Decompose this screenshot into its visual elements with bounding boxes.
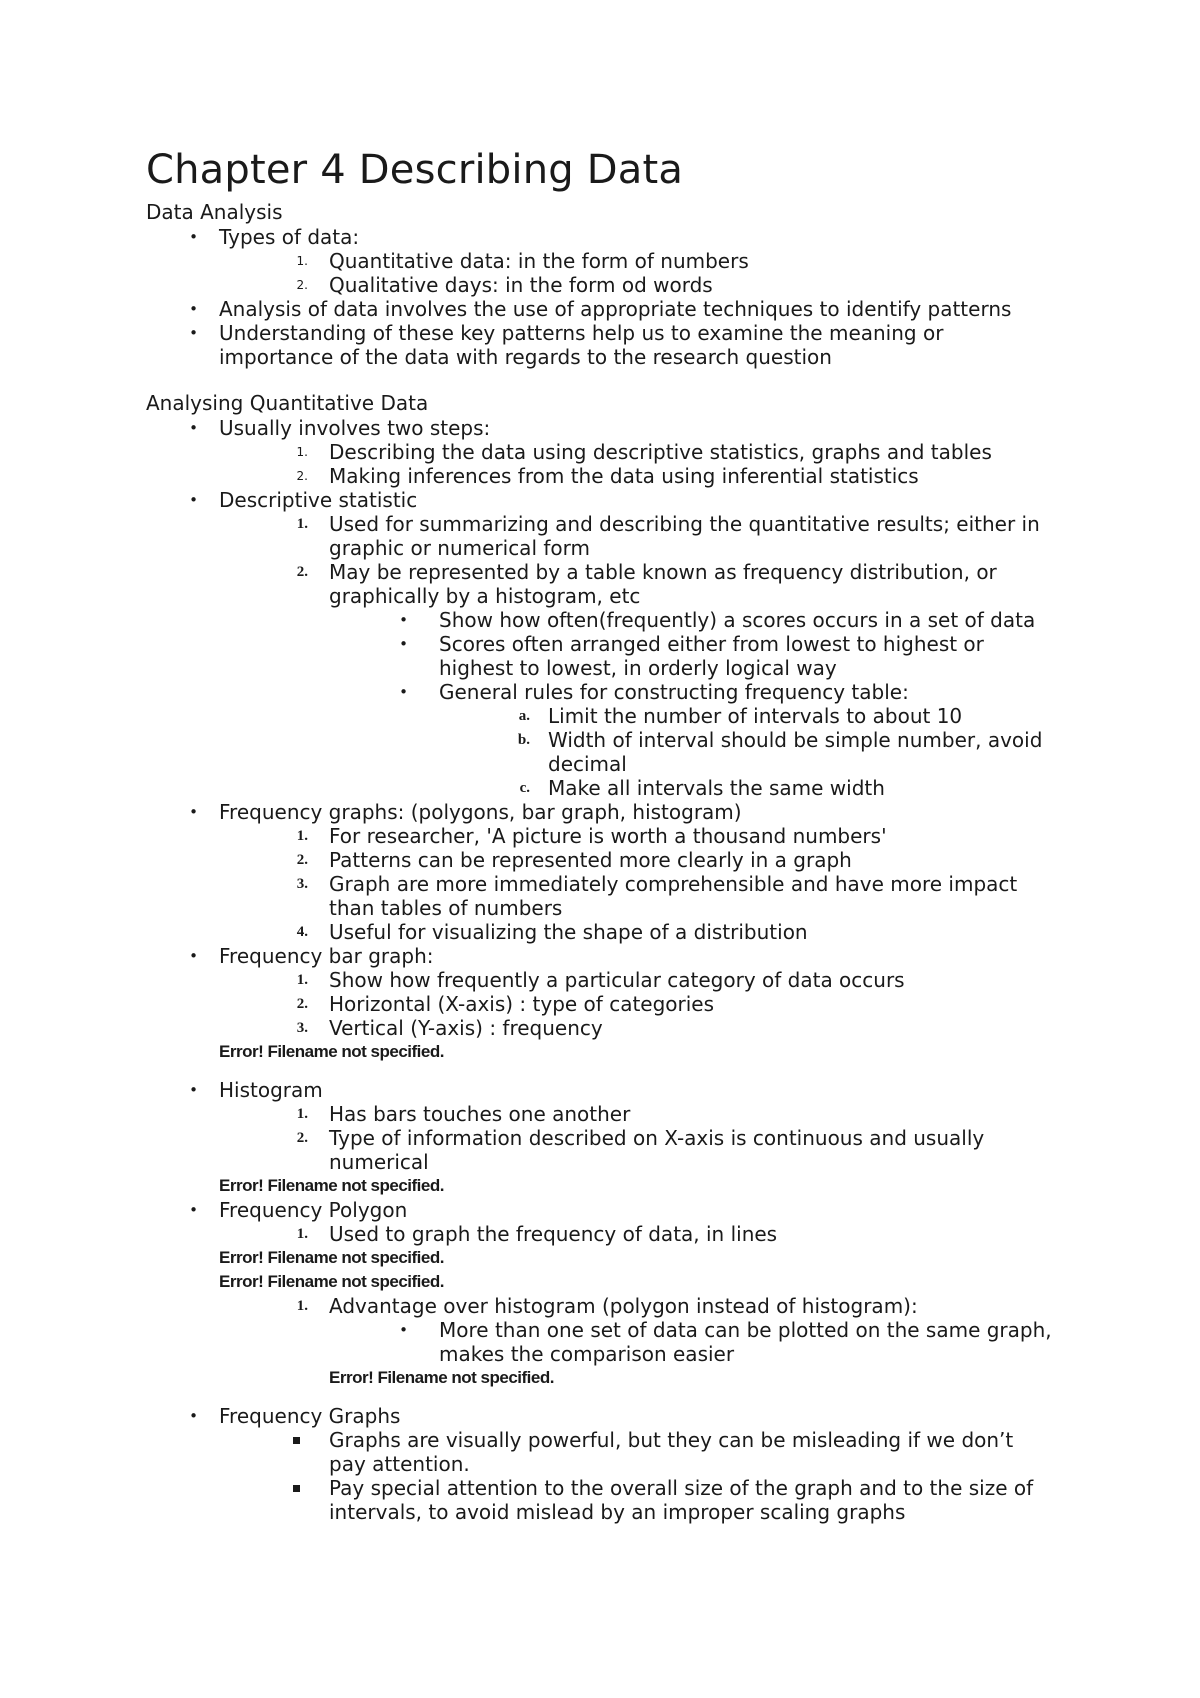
bullet-icon: • [399, 635, 408, 653]
list-item: • More than one set of data can be plotted on the same graph, [146, 1318, 1106, 1342]
list-item: • General rules for constructing frequency table: [146, 680, 1106, 704]
list-item: • Frequency Graphs [146, 1404, 1106, 1428]
bullet-icon: • [189, 491, 198, 509]
list-item: 1. Has bars touches one another [296, 1102, 631, 1126]
document-page [146, 140, 1106, 1524]
list-item: 2. Patterns can be represented more clearly in a graph [296, 848, 852, 872]
list-item: 1. For researcher, 'A picture is worth a thousand numbers' [296, 824, 887, 848]
bullet-icon: • [189, 228, 198, 246]
list-item-continuation: highest to lowest, in orderly logical way [439, 656, 837, 680]
bullet-icon: • [189, 1407, 198, 1425]
list-item: • Histogram [146, 1078, 1106, 1102]
list-item-continuation: pay attention. [329, 1452, 470, 1476]
list-item: • Usually involves two steps: [146, 416, 1106, 440]
page-title: Chapter 4 Describing Data [146, 147, 684, 193]
bullet-icon: • [399, 1321, 408, 1339]
list-item: 2. May be represented by a table known as frequency distribution, or [296, 560, 997, 584]
list-item: • Descriptive statistic [146, 488, 1106, 512]
list-item-continuation: than tables of numbers [329, 896, 563, 920]
list-item: • Frequency graphs: (polygons, bar graph, histogram) [146, 800, 1106, 824]
square-bullet-icon [293, 1485, 300, 1492]
list-item: 1. Describing the data using descriptive statistics, graphs and tables [296, 440, 992, 464]
list-item: Pay special attention to the overall size of the graph and to the size of [146, 1476, 1106, 1500]
bullet-icon: • [399, 611, 408, 629]
bullet-icon: • [189, 324, 198, 342]
list-item: a. Limit the number of intervals to about 10 [518, 704, 963, 728]
list-item: 2. Type of information described on X-axis is continuous and usually [296, 1126, 985, 1150]
section-heading-analysing-quantitative-data: Analysing Quantitative Data [146, 391, 429, 415]
list-item-continuation: graphic or numerical form [329, 536, 590, 560]
missing-image-error: Error! Filename not specified. [219, 1272, 444, 1291]
list-item: c. Make all intervals the same width [519, 776, 885, 800]
bullet-icon: • [189, 803, 198, 821]
list-item: 2. Horizontal (X-axis) : type of categories [296, 992, 715, 1016]
list-item-continuation: graphically by a histogram, etc [329, 584, 641, 608]
list-item: b. Width of interval should be simple number, avoid [517, 728, 1043, 752]
missing-image-error: Error! Filename not specified. [329, 1368, 554, 1387]
bullet-icon: • [189, 1201, 198, 1219]
list-item: 2. Making inferences from the data using inferential statistics [296, 464, 919, 488]
list-item-continuation: numerical [329, 1150, 429, 1174]
list-item: 1. Show how frequently a particular category of data occurs [296, 968, 905, 992]
list-item-continuation: decimal [548, 752, 627, 776]
list-item: 3. Vertical (Y-axis) : frequency [296, 1016, 603, 1040]
missing-image-error: Error! Filename not specified. [219, 1042, 444, 1061]
list-item: 1. Quantitative data: in the form of numbers [296, 249, 749, 273]
list-item-continuation: makes the comparison easier [439, 1342, 735, 1366]
list-item: • Understanding of these key patterns help us to examine the meaning or [146, 321, 1106, 345]
list-item: • Show how often(frequently) a scores occurs in a set of data [146, 608, 1106, 632]
bullet-icon: • [189, 1081, 198, 1099]
list-item: • Scores often arranged either from lowest to highest or [146, 632, 1106, 656]
bullet-icon: • [189, 419, 198, 437]
list-item: • Analysis of data involves the use of appropriate techniques to identify patterns [146, 297, 1106, 321]
list-item: 4. Useful for visualizing the shape of a distribution [296, 920, 808, 944]
list-item: 1. Used to graph the frequency of data, in lines [296, 1222, 778, 1246]
list-item: Graphs are visually powerful, but they can be misleading if we don’t [146, 1428, 1106, 1452]
list-item: • Frequency bar graph: [146, 944, 1106, 968]
square-bullet-icon [293, 1437, 300, 1444]
list-item: 1. Advantage over histogram (polygon instead of histogram): [296, 1294, 918, 1318]
list-item: • Frequency Polygon [146, 1198, 1106, 1222]
list-item: 2. Qualitative days: in the form od words [296, 273, 713, 297]
list-item: 1. Used for summarizing and describing the quantitative results; either in [296, 512, 1040, 536]
section-heading-data-analysis: Data Analysis [146, 200, 283, 224]
bullet-icon: • [189, 300, 198, 318]
missing-image-error: Error! Filename not specified. [219, 1176, 444, 1195]
missing-image-error: Error! Filename not specified. [219, 1248, 444, 1267]
list-item: • Types of data: [146, 225, 1106, 249]
bullet-icon: • [189, 947, 198, 965]
list-item-continuation: intervals, to avoid mislead by an improper scaling graphs [329, 1500, 906, 1524]
bullet-icon: • [399, 683, 408, 701]
list-item-continuation: importance of the data with regards to the research question [219, 345, 832, 369]
list-item: 3. Graph are more immediately comprehensible and have more impact [296, 872, 1018, 896]
